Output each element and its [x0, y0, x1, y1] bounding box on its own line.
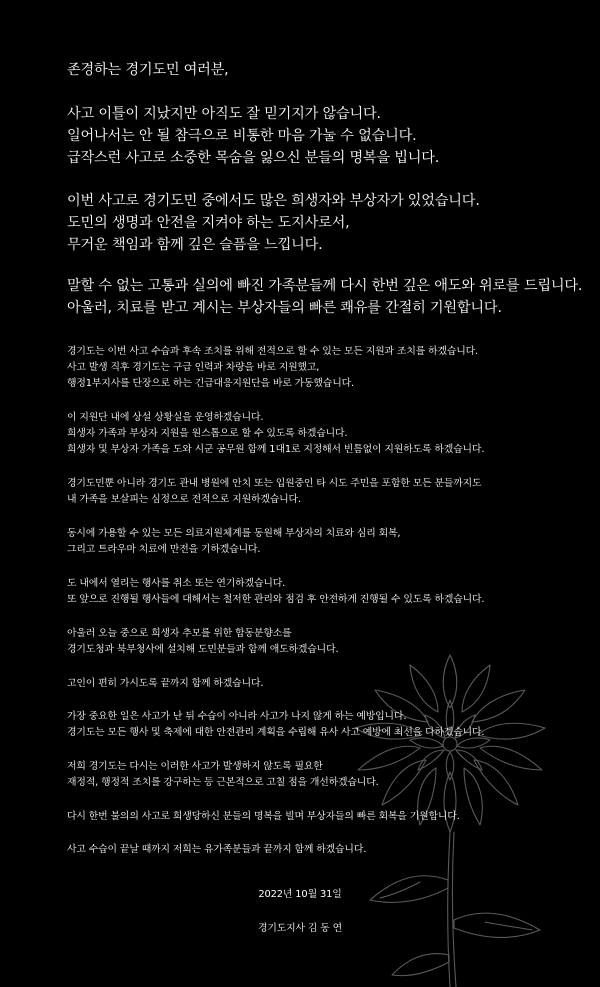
measure-line: 경기도는 모든 행사 및 축제에 대한 안전관리 계획을 수립해 유사 사고 예방에 최선을 다하겠습니다.	[67, 727, 485, 738]
measure-line: 사고 발생 직후 경기도는 구급 인력과 차량을 바로 지원했고,	[67, 362, 320, 373]
paragraph-line: 도민의 생명과 안전을 지켜야 하는 도지사로서,	[67, 215, 350, 231]
measure-line: 경기도청과 북부청사에 설치해 도민분들과 함께 애도하겠습니다.	[67, 644, 339, 655]
measure-line: 또 앞으로 진행될 행사들에 대해서는 철저한 관리와 점검 후 안전하게 진행될 수 있도록 하겠습니다.	[67, 594, 485, 605]
letter-date: 2022년 10월 31일	[258, 889, 342, 900]
measure-line: 고인이 편히 가시도록 끝까지 함께 하겠습니다.	[67, 678, 264, 689]
signature: 경기도지사 김 동 연	[257, 923, 343, 934]
paragraph-line: 사고 이틀이 지났지만 아직도 잘 믿기지가 않습니다.	[67, 106, 381, 122]
measure-line: 다시 한번 불의의 사고로 희생당하신 분들의 명복을 빌며 부상자들의 빠른 회복을 기원합니다.	[67, 811, 460, 822]
measure-line: 사고 수습이 끝날 때까지 저희는 유가족분들과 끝까지 함께 하겠습니다.	[67, 844, 367, 855]
measure-line: 가장 중요한 일은 사고가 난 뒤 수습이 아니라 사고가 나지 않게 하는 예방입니다.	[67, 711, 407, 722]
measure-line: 도 내에서 열리는 행사를 취소 또는 연기하겠습니다.	[67, 578, 286, 589]
measure-line: 내 가족을 보살피는 심정으로 전적으로 지원하겠습니다.	[67, 494, 301, 505]
measure-line: 경기도민뿐 아니라 경기도 관내 병원에 안치 또는 입원중인 타 시도 주민을 포함한 모든 분들까지도	[67, 478, 482, 489]
paragraph-line: 일어나서는 안 될 참극으로 비통한 마음 가눌 수 없습니다.	[67, 128, 417, 144]
paragraph-line: 아울러, 치료를 받고 계시는 부상자들의 빠른 쾌유를 간절히 기원합니다.	[67, 300, 502, 316]
paragraph-line: 무거운 책임과 함께 깊은 슬픔을 느낍니다.	[67, 237, 323, 253]
measure-line: 재정적, 행정적 조치를 강구하는 등 근본적으로 고칠 점을 개선하겠습니다.	[67, 777, 379, 788]
salutation: 존경하는 경기도민 여러분,	[67, 62, 229, 78]
measure-line: 행정1부지사를 단장으로 하는 긴급대응지원단을 바로 가동했습니다.	[67, 378, 354, 389]
measure-line: 그리고 트라우마 치료에 만전을 기하겠습니다.	[67, 544, 261, 555]
paragraph-line: 급작스런 사고로 소중한 목숨을 잃으신 분들의 명복을 빕니다.	[67, 150, 440, 166]
paragraph-line: 말할 수 없는 고통과 실의에 빠진 가족분들께 다시 한번 깊은 애도와 위로를 드립니다.	[67, 278, 583, 294]
measure-line: 희생자 및 부상자 가족을 도와 시군 공무원 함께 1대1로 지정해서 빈틈없이 지원하도록 하겠습니다.	[67, 444, 485, 455]
measure-line: 경기도는 이번 사고 수습과 후속 조치를 위해 전적으로 할 수 있는 모든 지원과 조치를 하겠습니다.	[67, 346, 479, 357]
measure-line: 동시에 가용할 수 있는 모든 의료지원체계를 동원해 부상자의 치료와 심리 회복,	[67, 528, 401, 539]
measure-line: 희생자 가족과 부상자 지원을 원스톱으로 할 수 있도록 하겠습니다.	[67, 428, 348, 439]
measure-line: 이 지원단 내에 상설 상황실을 운영하겠습니다.	[67, 412, 264, 423]
measure-line: 저희 경기도는 다시는 이러한 사고가 발생하지 않도록 필요한	[67, 761, 323, 772]
measure-line: 아울러 오늘 중으로 희생자 추모를 위한 합동분향소를	[67, 628, 292, 639]
paragraph-line: 이번 사고로 경기도민 중에서도 많은 희생자와 부상자가 있었습니다.	[67, 193, 480, 209]
